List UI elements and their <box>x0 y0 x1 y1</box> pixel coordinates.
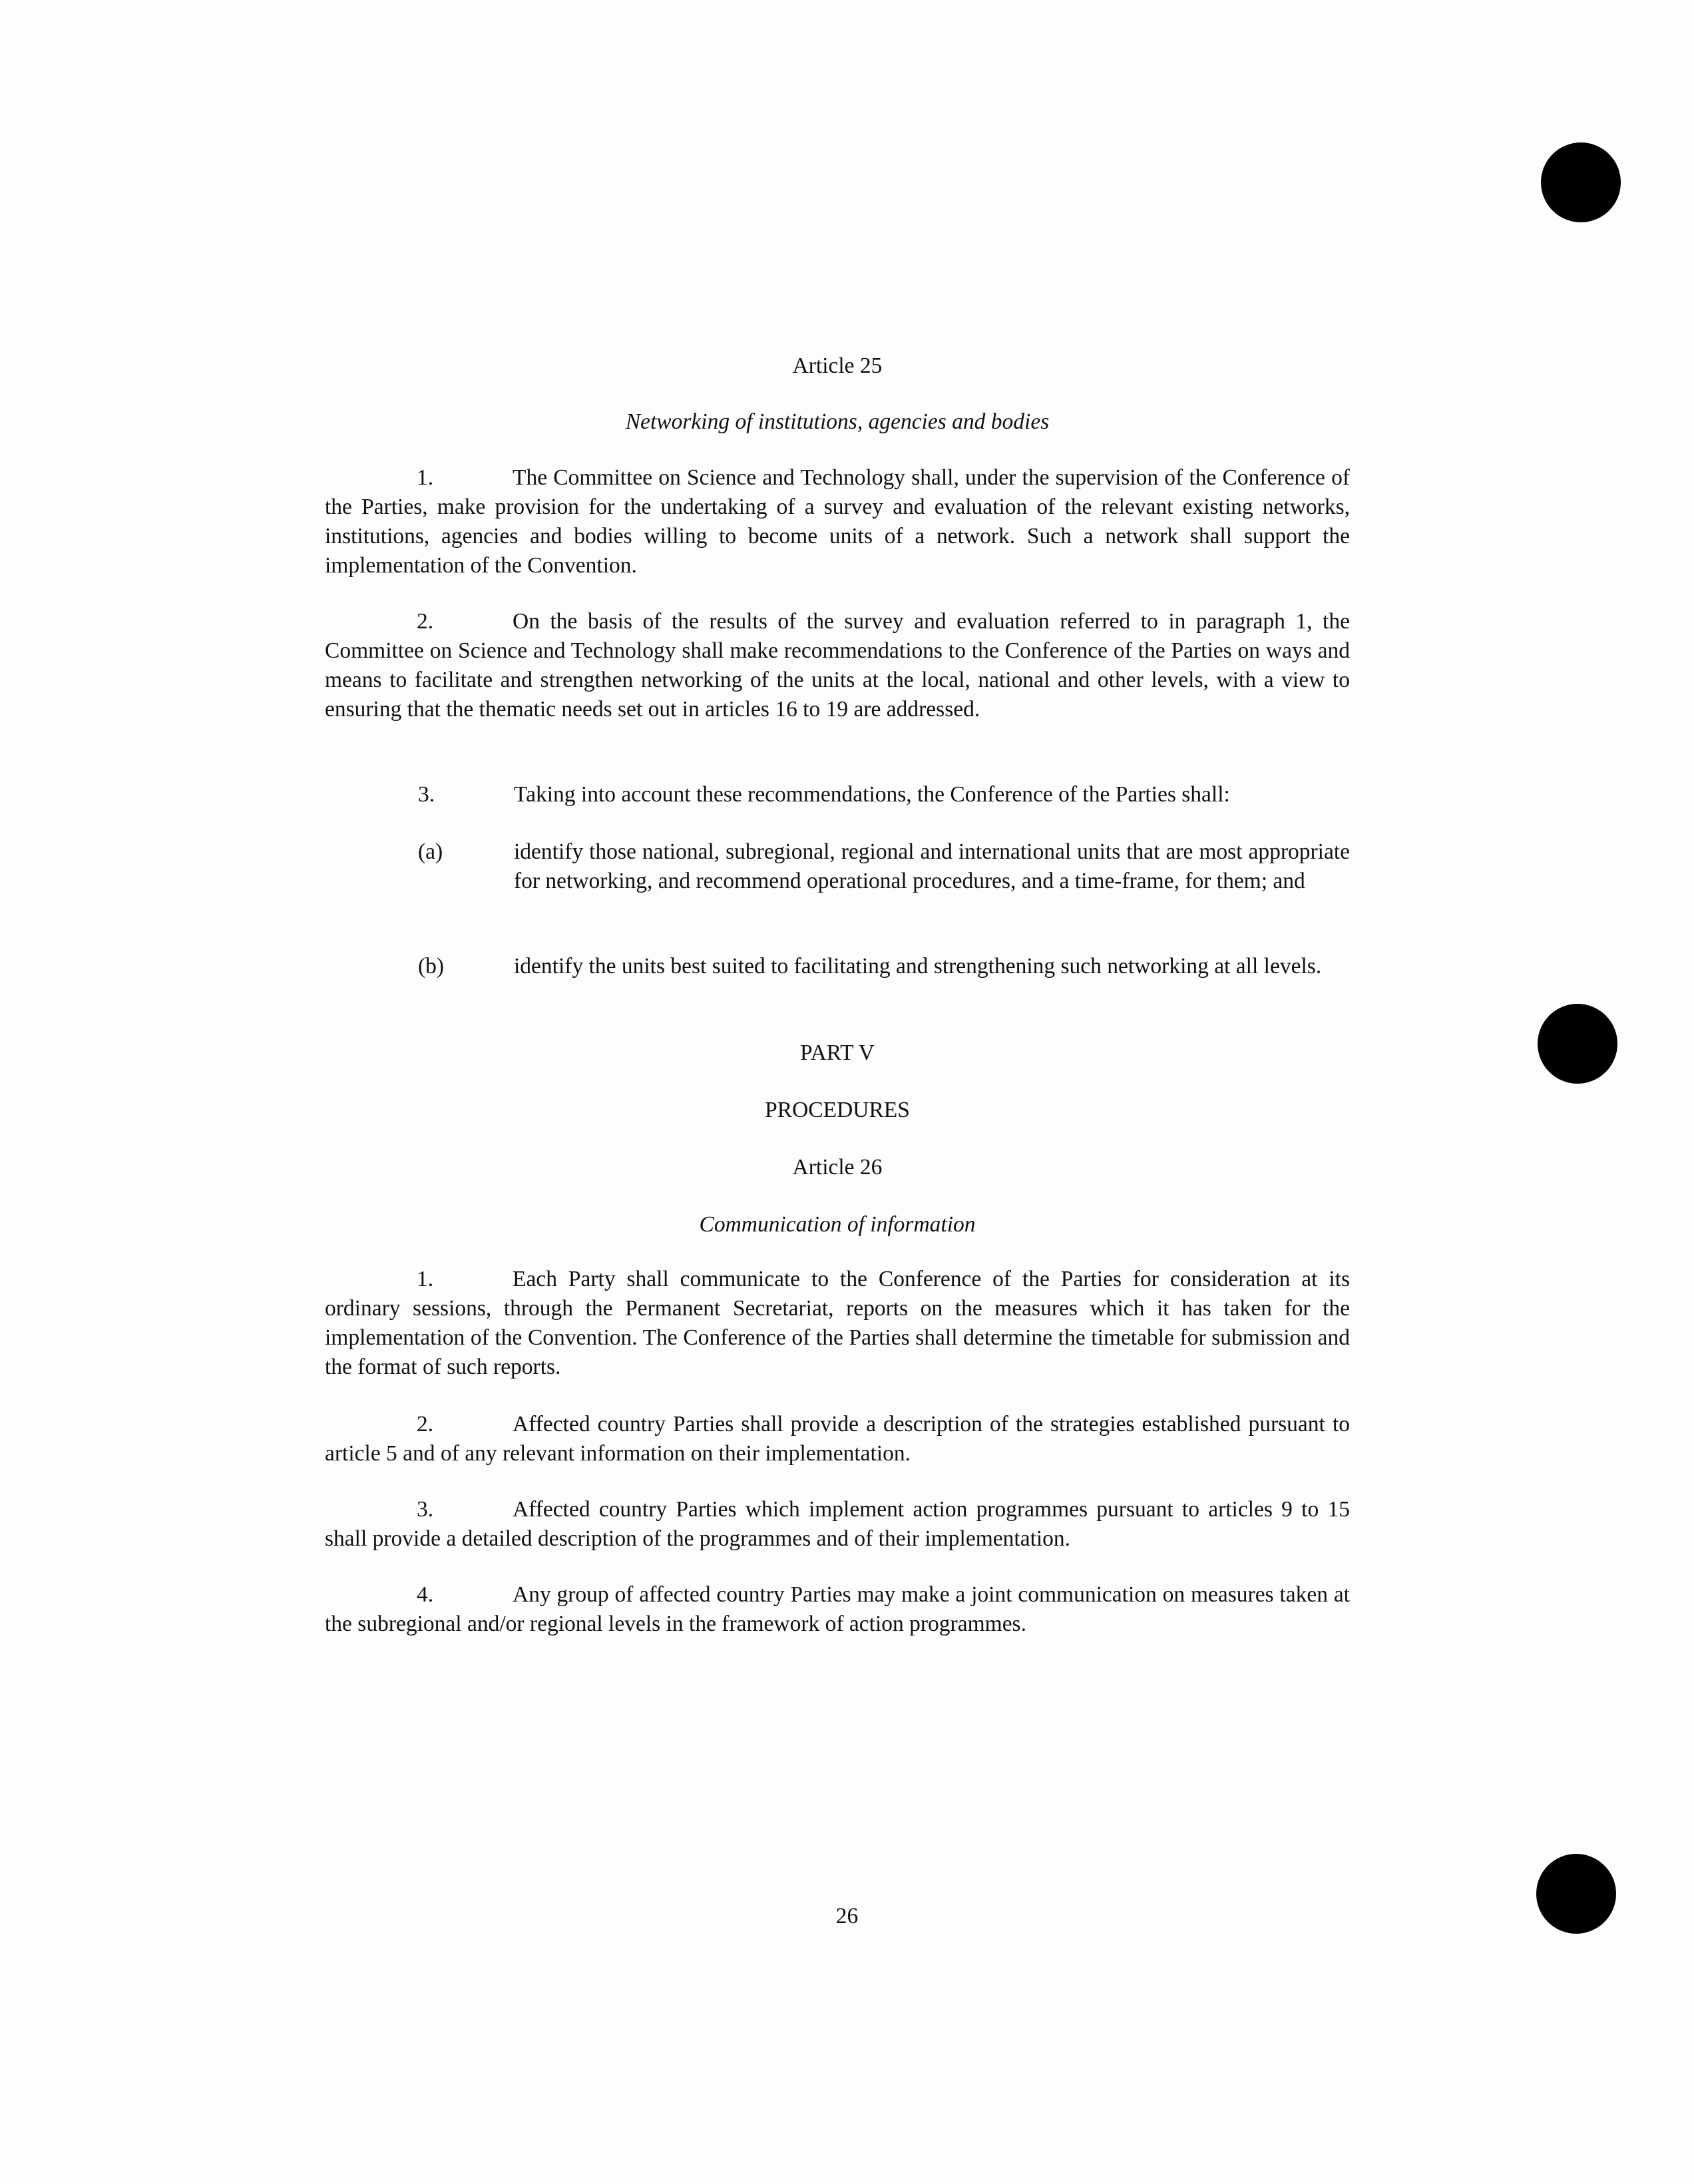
article-25-subheading: Networking of institutions, agencies and bodies <box>625 409 1050 434</box>
list-item-text: identify the units best suited to facilitating and strengthening such networking at all levels. <box>514 954 1322 979</box>
article-26-subheading: Communication of information <box>699 1212 976 1237</box>
paragraph-number: 2. <box>417 609 434 634</box>
article-25-heading: Article 25 <box>792 353 883 378</box>
paragraph-text: Taking into account these recommendations, the Conference of the Parties shall: <box>514 782 1230 807</box>
part-title: PROCEDURES <box>765 1098 910 1122</box>
list-item-text: identify those national, subregional, regional and international units that are most appropriate for networking, and recommend operational procedures, and a time-frame, for them; and <box>514 839 1350 893</box>
part-number: PART V <box>800 1040 875 1065</box>
punch-hole-middle <box>1538 1004 1617 1084</box>
paragraph-number: 3. <box>418 782 435 807</box>
article-25-paragraph-2 <box>325 607 1350 724</box>
article-26-heading: Article 26 <box>792 1155 883 1180</box>
list-marker: (b) <box>418 954 445 979</box>
paragraph-text: The Committee on Science and Technology shall, under the supervision of the Conference of the Parties, make provision for the undertaking of a survey and evaluation of the relevant existing networks, institutions, agencies and bodies willing to become units of a network. Such a network shall support the implementation of the Convention. <box>325 465 1350 578</box>
paragraph-number: 4. <box>417 1582 434 1607</box>
paragraph-text: Any group of affected country Parties may make a joint communication on measures taken at the subregional and/or regional levels in the framework of action programmes. <box>325 1582 1350 1636</box>
list-marker: (a) <box>418 839 443 864</box>
paragraph-number: 1. <box>417 1267 434 1291</box>
article-26-paragraph-4 <box>325 1580 1350 1639</box>
punch-hole-top <box>1541 142 1621 222</box>
article-26-paragraph-3 <box>325 1495 1350 1554</box>
paragraph-text: On the basis of the results of the survey and evaluation referred to in paragraph 1, the Committee on Science and Technology shall make recommendations to the Conference of the Parties on ways and means to facilitate and strengthen networking of the units at the local, national and other levels, with a view to ensuring that the thematic needs set out in articles 16 to 19 are addressed. <box>325 609 1350 722</box>
article-25-paragraph-1 <box>325 463 1350 580</box>
paragraph-number: 3. <box>417 1497 434 1522</box>
paragraph-text: Affected country Parties shall provide a description of the strategies established pursuant to article 5 and of any relevant information on their implementation. <box>325 1412 1350 1466</box>
page-number: 26 <box>835 1904 859 1928</box>
paragraph-number: 2. <box>417 1412 434 1436</box>
article-26-paragraph-1 <box>325 1265 1350 1382</box>
paragraph-text: Affected country Parties which implement action programmes pursuant to articles 9 to 15 shall provide a detailed description of the programmes and of their implementation. <box>325 1497 1350 1551</box>
paragraph-number: 1. <box>417 465 434 490</box>
paragraph-text: Each Party shall communicate to the Conference of the Parties for consideration at its ordinary sessions, through the Permanent Secretariat, reports on the measures which it has taken for the implementation of the Convention. The Conference of the Parties shall determine the timetable for submission and the format of such reports. <box>325 1267 1350 1379</box>
article-26-paragraph-2 <box>325 1410 1350 1468</box>
